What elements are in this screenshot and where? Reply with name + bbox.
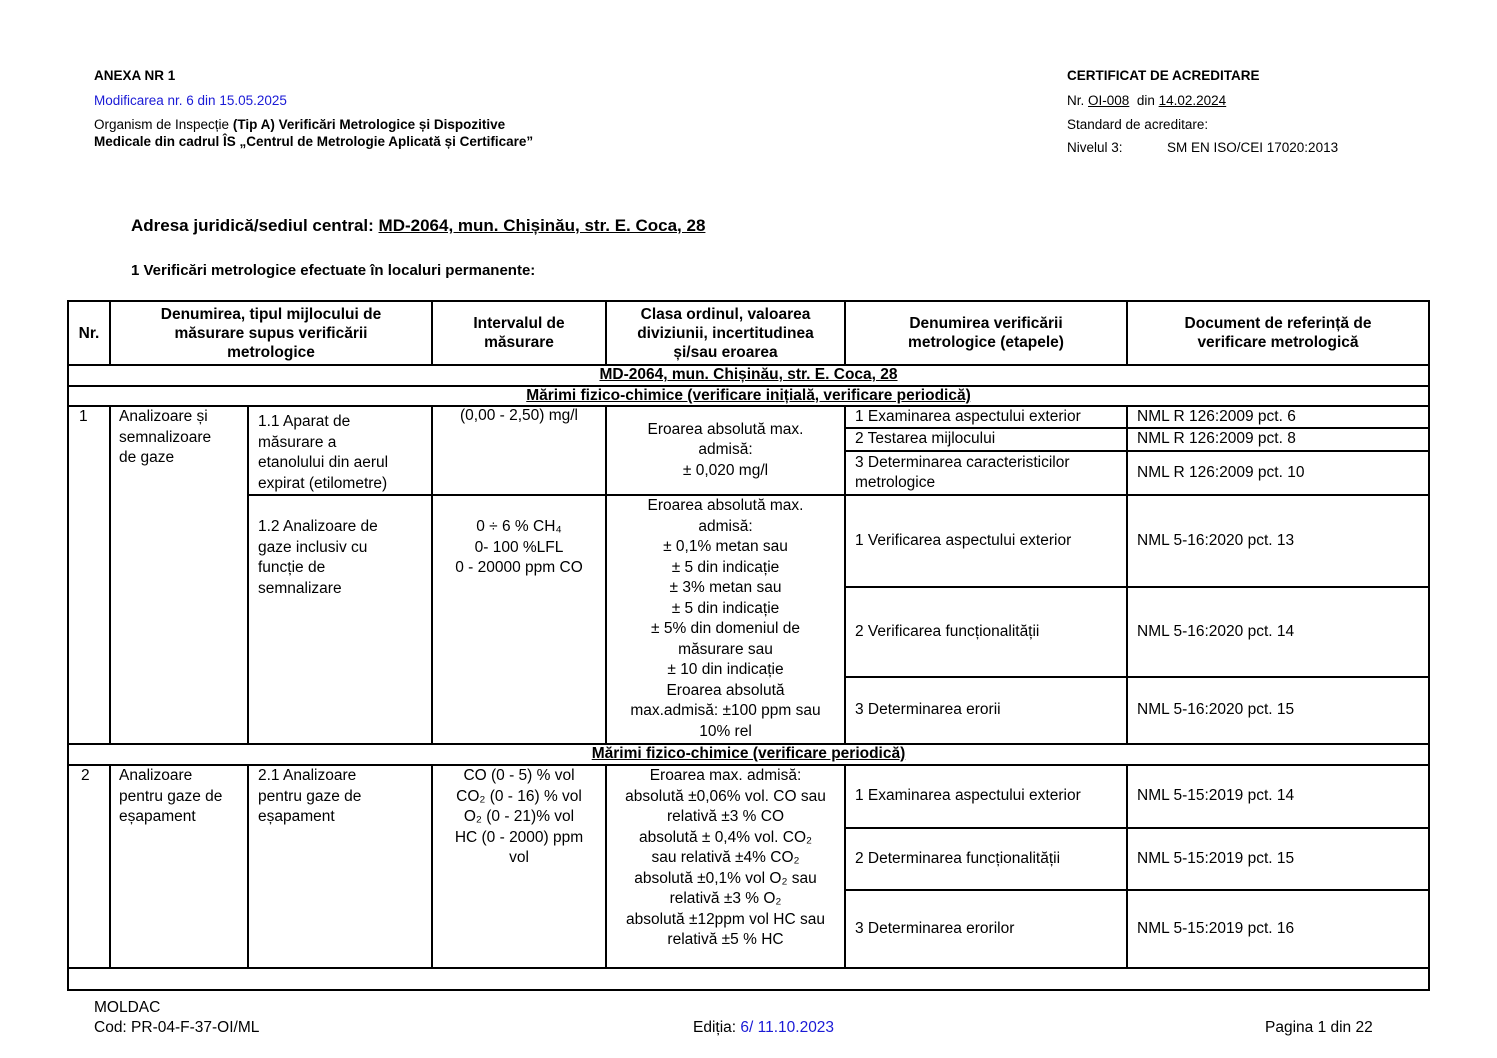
modification-note: Modificarea nr. 6 din 15.05.2025 [94, 93, 287, 108]
location-text: MD-2064, mun. Chișinău, str. E. Coca, 28 [599, 366, 898, 383]
header-name [111, 302, 431, 364]
step-name: 1 Verificarea aspectului exterior [855, 531, 1072, 549]
item-name-line: pentru gaze de [258, 787, 362, 805]
footer-code: Cod: PR-04-F-37-OI/ML [94, 1019, 260, 1036]
interval-line: 0- 100 %LFL [474, 538, 564, 556]
header-verification-line: metrologice (etapele) [908, 334, 1064, 351]
category-line: semnalizoare [119, 428, 212, 446]
interval-line: (0,00 - 2,50) mg/l [459, 407, 579, 424]
error-line: Eroarea absolută [666, 681, 785, 699]
certificate-number [1067, 92, 1226, 109]
error-line: sau relativă ±4% CO₂ [651, 849, 800, 866]
error-line: ± 0,1% metan sau [663, 538, 788, 555]
error-line: relativă ±3 % O₂ [669, 890, 782, 907]
organism-type: (Tip A) Verificări Metrologice și Dispozitive [232, 117, 506, 132]
error-line: Eroarea absolută max. [647, 420, 804, 438]
header-verification-line: Denumirea verificării [909, 315, 1063, 332]
error-line: Eroarea max. admisă: [649, 767, 802, 784]
row-nr: 1 [79, 408, 88, 425]
item-name-line: 2.1 Analizoare [258, 767, 357, 784]
interval-line: 0 ÷ 6 % CH₄ [476, 518, 562, 535]
certificate-title: CERTIFICAT DE ACREDITARE [1067, 68, 1260, 83]
header-interval-line: măsurare [484, 334, 554, 351]
step-doc: NML 5-16:2020 pct. 14 [1137, 622, 1295, 640]
error-line: măsurare sau [678, 640, 773, 658]
interval-line: O₂ (0 - 21)% vol [463, 808, 575, 825]
address-label: Adresa juridică/sediul central: [131, 216, 379, 235]
interval-line: HC (0 - 2000) ppm [454, 828, 584, 846]
footer-org: MOLDAC [94, 999, 161, 1016]
error-line: Eroarea absolută max. [647, 497, 804, 514]
step-doc: NML 5-15:2019 pct. 15 [1137, 849, 1295, 867]
error-line: absolută ±0,06% vol. CO sau [625, 787, 826, 805]
error-line: admisă: [698, 517, 753, 535]
header-interval-line: Intervalul de [473, 315, 565, 332]
category-line: de gaze [119, 449, 175, 466]
step-name: 2 Testarea mijlocului [855, 430, 996, 448]
header-class-line: Clasa ordinul, valoarea [640, 305, 811, 323]
group-title-text: Mărimi fizico-chimice (verificare periodică) [591, 745, 906, 762]
address-value: MD-2064, mun. Chișinău, str. E. Coca, 28 [378, 216, 706, 235]
header-class [607, 302, 844, 364]
item-name [258, 517, 430, 599]
footer-edition [693, 1018, 834, 1038]
step-doc: NML 5-16:2020 pct. 13 [1137, 531, 1295, 549]
item-name [258, 766, 430, 828]
section-title: 1 Verificări metrologice efectuate în localuri permanente: [131, 262, 536, 279]
footer-page: Pagina 1 din 22 [1265, 1019, 1373, 1036]
error-line: ± 5% din domeniul de [651, 620, 800, 637]
step-name-line: 3 Determinarea caracteristicilor [855, 454, 1070, 471]
organism-line-2: Medicale din cadrul ÎS „Centrul de Metrologie Aplicată și Certificare” [94, 134, 534, 149]
error-line: admisă: [698, 441, 753, 459]
standard-label: Standard de acreditare: [1067, 117, 1209, 132]
header-class-line: diviziunii, incertitudinea [637, 324, 814, 342]
step-name: 3 Determinarea erorilor [855, 919, 1015, 937]
header-interval [433, 302, 605, 364]
error-line: ± 0,020 mg/l [682, 461, 769, 479]
header-verification [846, 302, 1126, 364]
step-name: 2 Verificarea funcționalității [855, 622, 1040, 640]
error-line: ± 10 din indicație [667, 661, 784, 678]
interval-line: vol [509, 849, 529, 866]
header-class-line: și/sau eroarea [673, 343, 778, 361]
error-line: relativă ±3 % CO [666, 808, 785, 825]
header-document-line: Document de referință de [1184, 315, 1372, 332]
organism-line-1 [94, 116, 505, 133]
step-name: 1 Examinarea aspectului exterior [855, 787, 1081, 805]
step-name: 2 Determinarea funcționalității [855, 849, 1061, 867]
error-line: absolută ±0,1% vol O₂ sau [634, 869, 817, 887]
interval-line: 0 - 20000 ppm CO [455, 559, 583, 576]
error-line: 10% rel [699, 722, 752, 740]
item-error [607, 496, 844, 742]
nr-label: Nr. [1067, 93, 1085, 108]
row-category [119, 407, 247, 469]
din-label: din [1136, 93, 1155, 108]
step-doc: NML 5-15:2019 pct. 16 [1137, 919, 1295, 937]
certificate-date: 14.02.2024 [1158, 93, 1227, 108]
item-name-line: expirat (etilometre) [258, 474, 388, 492]
step-doc: NML R 126:2009 pct. 10 [1137, 463, 1305, 481]
standard-value: SM EN ISO/CEI 17020:2013 [1167, 140, 1339, 155]
item-name-line: 1.2 Analizoare de [258, 518, 378, 535]
error-line: absolută ±12ppm vol HC sau [626, 910, 825, 928]
annex-title: ANEXA NR 1 [94, 68, 176, 83]
header-name-line: Denumirea, tipul mijlocului de [160, 305, 382, 323]
row-category [119, 766, 247, 828]
error-line: ± 5 din indicație [671, 599, 780, 617]
edition-value: 6/ 11.10.2023 [740, 1019, 835, 1036]
error-line: ± 5 din indicație [671, 558, 780, 576]
category-line: Analizoare și [119, 408, 208, 425]
interval-line: CO (0 - 5) % vol [463, 767, 575, 784]
nr-value: OI-008 [1088, 93, 1130, 108]
error-line: max.admisă: ±100 ppm sau [630, 702, 821, 719]
item-error [607, 766, 844, 951]
header-nr: Nr. [78, 324, 100, 342]
item-interval [433, 517, 605, 579]
item-name-line: semnalizare [258, 579, 342, 597]
location-row [69, 365, 1428, 385]
group-title-text: Mărimi fizico-chimice (verificare inițială, verificare periodică) [526, 387, 971, 404]
edition-label: Ediția: [693, 1019, 741, 1036]
step-name: 3 Determinarea erorii [855, 701, 1001, 719]
organism-prefix: Organism de Inspecție [94, 117, 233, 132]
item-name-line: etanolului din aerul [258, 454, 389, 471]
item-name-line: măsurare a [258, 433, 337, 451]
category-line: eșapament [119, 808, 196, 825]
error-line: absolută ± 0,4% vol. CO₂ [638, 828, 813, 846]
step-doc: NML R 126:2009 pct. 8 [1137, 430, 1296, 448]
interval-line: CO₂ (0 - 16) % vol [456, 787, 582, 805]
item-error [607, 407, 844, 494]
header-name-line: metrologice [227, 343, 315, 361]
step-doc: NML R 126:2009 pct. 6 [1137, 407, 1296, 425]
item-interval [433, 766, 605, 869]
step-name: 1 Examinarea aspectului exterior [855, 407, 1081, 425]
group-title-1 [69, 386, 1428, 405]
error-line: ± 3% metan sau [669, 579, 782, 596]
header-document [1128, 302, 1428, 364]
category-line: pentru gaze de [119, 787, 223, 805]
item-name-line: funcție de [258, 559, 326, 576]
step-doc: NML 5-16:2020 pct. 15 [1137, 701, 1295, 719]
error-line: relativă ±5 % HC [667, 931, 784, 948]
header-document-line: verificare metrologică [1197, 334, 1359, 351]
category-line: Analizoare [119, 767, 193, 784]
item-name-line: gaze inclusiv cu [258, 538, 368, 556]
item-name-line: eșapament [258, 808, 335, 825]
group-title-2 [69, 744, 1428, 764]
level-label: Nivelul 3: [1067, 140, 1123, 155]
header-name-line: măsurare supus verificării [174, 324, 368, 342]
step-name [846, 453, 1126, 494]
step-name-line: metrologice [855, 473, 936, 491]
address-line [131, 216, 705, 236]
item-name [258, 412, 430, 494]
item-name-line: 1.1 Aparat de [258, 413, 351, 430]
item-interval [433, 406, 605, 427]
step-doc: NML 5-15:2019 pct. 14 [1137, 787, 1295, 805]
row-nr: 2 [81, 767, 90, 784]
